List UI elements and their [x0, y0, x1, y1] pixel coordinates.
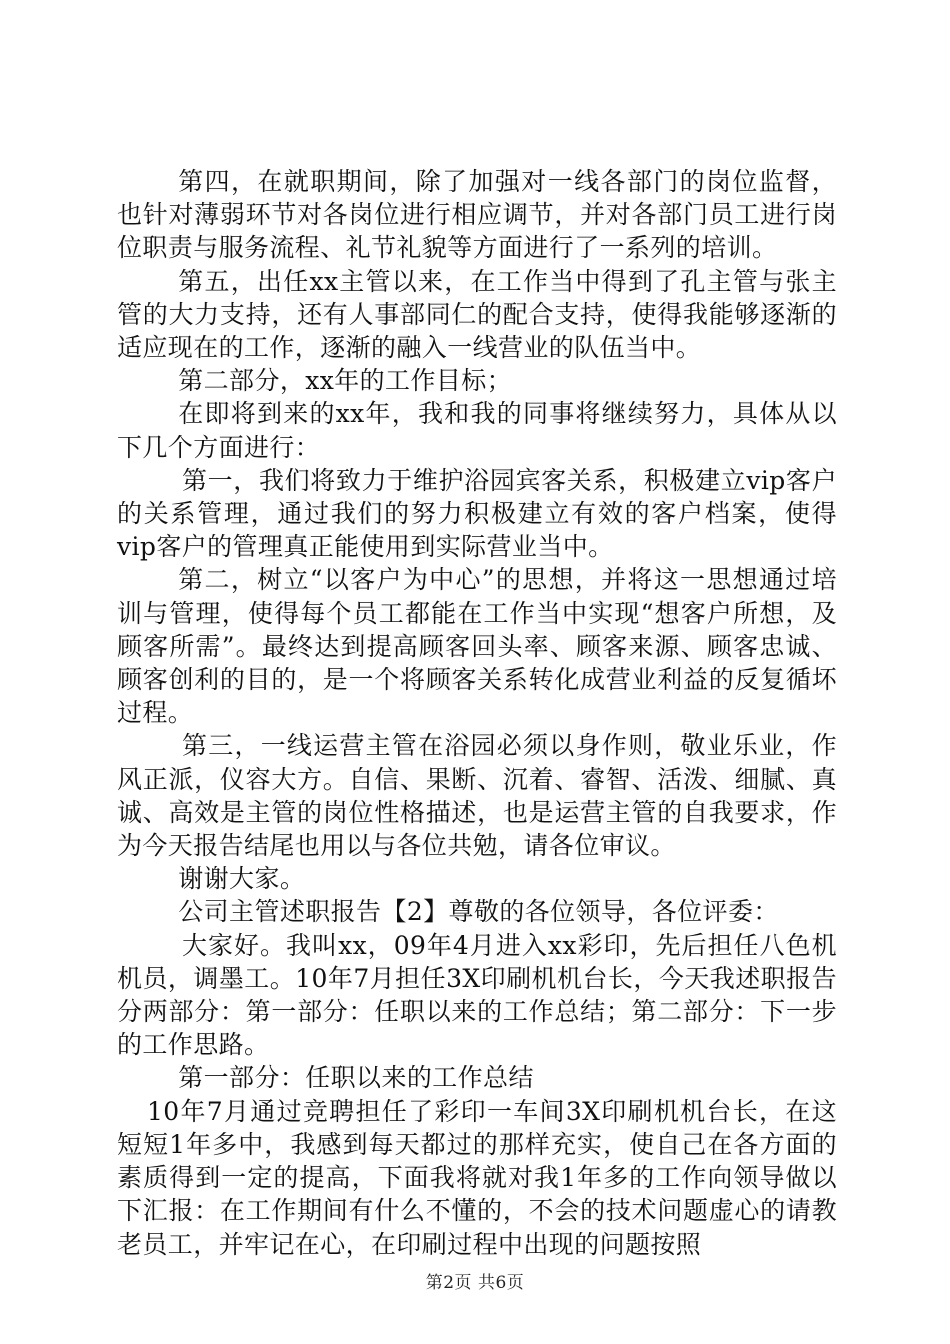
paragraph-intro-goals: 在即将到来的xx年，我和我的同事将继续努力，具体从以下几个方面进行：	[117, 399, 837, 462]
page-footer: 第2页 共6页	[425, 1273, 525, 1293]
paragraph-goal-third: 第三，一线运营主管在浴园必须以身作则，敬业乐业，作风正派，仪容大方。自信、果断、沉着、睿智、活泼、细腻、真诚、高效是主管的岗位性格描述，也是运营主管的自我要求，作为今天报告结尾也用以与各位共勉，请各位审议。	[117, 731, 837, 861]
paragraph-goal-first: 第一，我们将致力于维护浴园宾客关系，积极建立vip客户的关系管理，通过我们的努力积极建立有效的客户档案，使得vip客户的管理真正能使用到实际营业当中。	[117, 465, 837, 562]
paragraph-thanks: 谢谢大家。	[178, 864, 306, 894]
paragraph-greeting: 大家好。我叫xx，09年4月进入xx彩印，先后担任八色机机员，调墨工。10年7月担任3X印刷机机台长，今天我述职报告分两部分：第一部分：任职以来的工作总结；第二部分：下一步的工作思路。	[117, 930, 837, 1060]
report-title-2: 公司主管述职报告【2】尊敬的各位领导，各位评委：	[178, 897, 779, 927]
document-body	[117, 165, 837, 1261]
section-heading-goals: 第二部分，xx年的工作目标；	[178, 366, 513, 396]
section-heading-summary: 第一部分：任职以来的工作总结	[178, 1063, 534, 1093]
paragraph-fourth: 第四，在就职期间，除了加强对一线各部门的岗位监督，也针对薄弱环节对各岗位进行相应调节，并对各部门员工进行岗位职责与服务流程、礼节礼貌等方面进行了一系列的培训。	[117, 167, 837, 263]
paragraph-goal-second: 第二，树立“以客户为中心”的思想，并将这一思想通过培训与管理，使得每个员工都能在工作当中实现“想客户所想，及顾客所需”。最终达到提高顾客回头率、顾客来源、顾客忠诚、顾客创利的目的，是一个将顾客关系转化成营业利益的反复循坏过程。	[117, 565, 837, 728]
paragraph-summary: 10年7月通过竞聘担任了彩印一车间3X印刷机机台长，在这短短1年多中，我感到每天都过的那样充实，使自己在各方面的素质得到一定的提高，下面我将就对我1年多的工作向领导做以下汇报：在工作期间有什么不懂的，不会的技术问题虚心的请教老员工，并牢记在心，在印刷过程中出现的问题按照	[117, 1096, 837, 1259]
paragraph-fifth: 第五，出任xx主管以来，在工作当中得到了孔主管与张主管的大力支持，还有人事部同仁的配合支持，使得我能够逐渐的适应现在的工作，逐渐的融入一线营业的队伍当中。	[117, 266, 837, 363]
